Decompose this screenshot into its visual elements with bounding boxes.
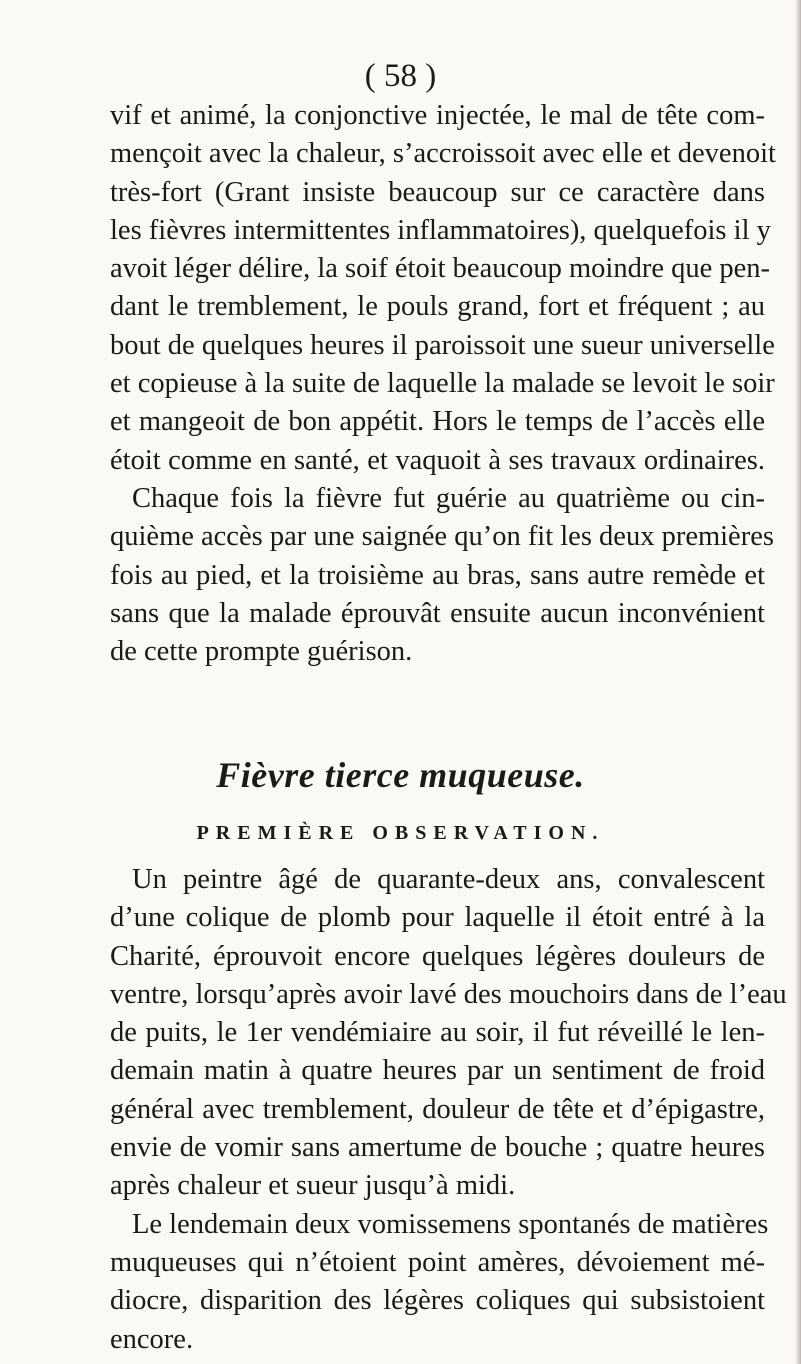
paragraph-1 (110, 97, 776, 480)
text-line: après chaleur et sueur jusqu’à midi. (110, 1170, 516, 1202)
text-line: bout de quelques heures il paroissoit une sueur universelle (110, 329, 775, 361)
paragraph-3 (110, 861, 787, 1206)
text-line: Charité, éprouvoit encore quelques légères douleurs de (110, 940, 765, 972)
page-number: ( 58 ) (364, 58, 437, 94)
text-line: vif et animé, la conjonctive injectée, le mal de tête com- (110, 100, 765, 131)
text-line: Un peintre âgé de quarante-deux ans, convalescent (132, 864, 765, 895)
page-edge (795, 0, 801, 1364)
text-line: demain matin à quatre heures par un sentiment de froid (110, 1055, 765, 1087)
text-block-top (110, 97, 776, 671)
text-block-bottom (110, 861, 787, 1359)
text-line: diocre, disparition des légères coliques qui subsistoient (110, 1285, 765, 1317)
observation-heading: PREMIÈRE OBSERVATION. (196, 822, 605, 844)
paragraph-4 (110, 1206, 769, 1359)
text-line: envie de vomir sans amertume de bouche ; quatre heures (110, 1132, 765, 1164)
text-line: les fièvres intermittentes inflammatoires), quelquefois il y (110, 214, 771, 246)
paragraph-2 (110, 480, 774, 671)
text-line: quième accès par une saignée qu’on fit les deux premières (110, 521, 774, 553)
text-line: muqueuses qui n’étoient point amères, dévoiement mé- (110, 1246, 765, 1278)
text-line: et mangeoit de bon appétit. Hors le temps de l’accès elle (110, 406, 765, 438)
text-line: de cette prompte guérison. (110, 636, 413, 668)
text-line: Chaque fois la fièvre fut guérie au quatrième ou cin- (132, 482, 765, 514)
text-line: sans que la malade éprouvât ensuite aucun inconvénient (110, 597, 765, 629)
text-line: d’une colique de plomb pour laquelle il étoit entré à la (110, 902, 765, 934)
text-line: Le lendemain deux vomissemens spontanés de matières (132, 1208, 769, 1240)
text-line: fois au pied, et la troisième au bras, sans autre remède et (110, 559, 765, 591)
section-heading: Fièvre tierce muqueuse. (216, 755, 585, 795)
text-line: encore. (110, 1323, 194, 1355)
text-line: ventre, lorsqu’après avoir lavé des mouchoirs dans de l’eau (110, 978, 787, 1010)
text-line: et copieuse à la suite de laquelle la malade se levoit le soir (110, 368, 775, 400)
text-line: dant le tremblement, le pouls grand, fort et fréquent ; au (110, 291, 765, 323)
text-line: étoit comme en santé, et vaquoit à ses travaux ordinaires. (110, 444, 765, 476)
text-line: mençoit avec la chaleur, s’accroissoit avec elle et devenoit (110, 138, 776, 170)
text-line: général avec tremblement, douleur de tête et d’épigastre, (110, 1093, 765, 1125)
text-line: avoit léger délire, la soif étoit beaucoup moindre que pen- (110, 253, 771, 285)
text-line: très-fort (Grant insiste beaucoup sur ce caractère dans (110, 176, 765, 208)
text-line: de puits, le 1er vendémiaire au soir, il fut réveillé le len- (110, 1017, 765, 1049)
